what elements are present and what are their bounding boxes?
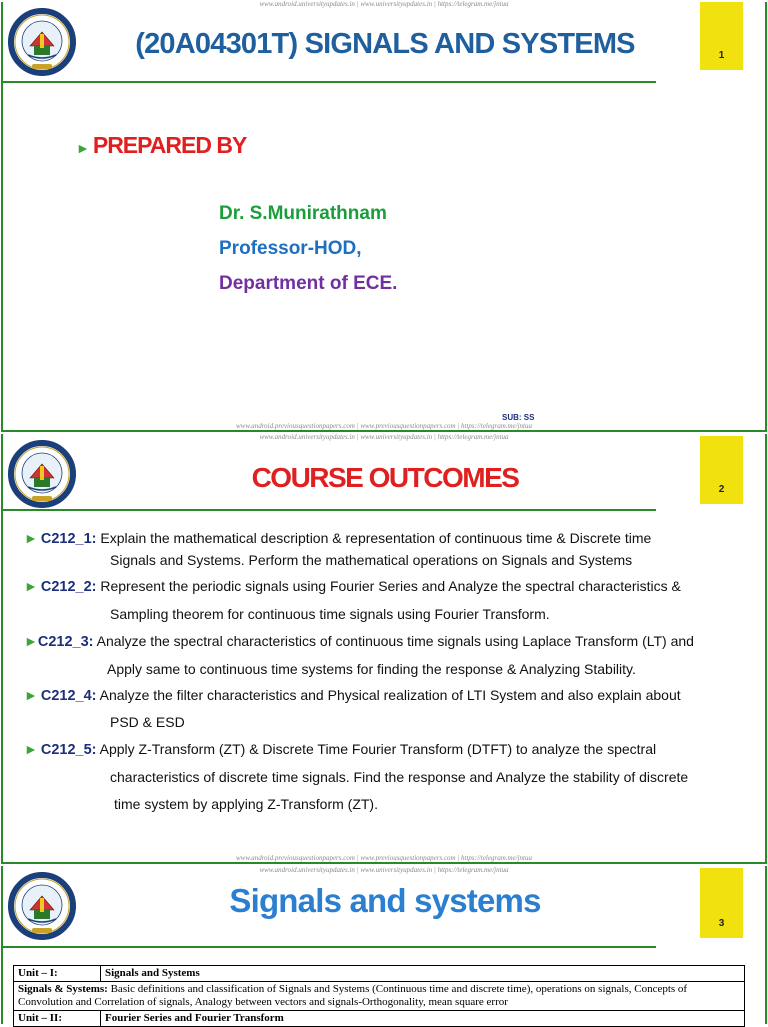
table-cell: Fourier Series and Fourier Transform <box>101 1011 745 1027</box>
subject-code: SUB: SS <box>502 413 535 422</box>
slide-number-box <box>700 868 743 938</box>
outcome-text: Analyze the filter characteristics and Physical realization of LTI System and also explain about <box>99 687 681 703</box>
author-department: Department of ECE. <box>219 273 398 294</box>
outcome-text-continued: characteristics of discrete time signals. Find the response and Analyze the stability of discrete <box>110 769 689 785</box>
slide-number: 2 <box>718 484 725 495</box>
table-cell: Signals and Systems <box>101 966 745 982</box>
outcome-item <box>24 527 651 550</box>
watermark-top: www.android.universityupdates.in | www.universityupdates.in | https://telegram.me/jntua <box>259 433 509 441</box>
prepared-by-label: PREPARED BY <box>92 132 247 158</box>
table-cell <box>14 982 745 1011</box>
outcome-code: C212_1: <box>40 531 97 547</box>
watermark-top: www.android.universityupdates.in | www.universityupdates.in | https://telegram.me/jntua <box>259 0 509 8</box>
title-underline <box>2 509 656 511</box>
bullet-triangle-icon: ► <box>24 687 38 703</box>
bullet-triangle-icon: ► <box>76 140 90 156</box>
slide-number-box <box>700 2 743 70</box>
author-designation: Professor-HOD, <box>219 238 362 259</box>
table-cell: Unit – I: <box>14 966 101 982</box>
bullet-triangle-icon: ► <box>24 741 38 757</box>
bullet-triangle-icon: ► <box>24 578 38 594</box>
syllabus-table <box>13 965 745 1027</box>
slide-number: 3 <box>718 918 725 929</box>
unit-description: Basic definitions and classification of Signals and Systems (Continuous time and discrete time), operations on signals, Concepts of Convolution and Correlation of signals, Analogy between vectors and signals-Orthogonality, mean square error <box>18 983 688 1008</box>
outcome-item <box>24 684 681 707</box>
slide-1 <box>0 0 768 432</box>
outcome-item <box>24 575 681 598</box>
table-row <box>14 966 745 982</box>
outcome-text: Explain the mathematical description & representation of continuous time & Discrete time <box>100 530 652 546</box>
bullet-triangle-icon: ► <box>24 633 38 649</box>
prepared-by-heading <box>76 132 246 159</box>
table-cell: Unit – II: <box>14 1011 101 1027</box>
outcome-text: Analyze the spectral characteristics of continuous time signals using Laplace Transform (LT) and <box>96 633 694 649</box>
slide-2 <box>0 432 768 864</box>
unit-description-label: Signals & Systems: <box>18 983 108 995</box>
outcome-item <box>24 738 656 761</box>
outcome-text-continued: Signals and Systems. Perform the mathematical operations on Signals and Systems <box>110 552 633 568</box>
slide-title: (20A04301T) SIGNALS AND SYSTEMS <box>135 28 635 60</box>
college-seal-icon <box>8 440 76 508</box>
watermark-bottom: www.android.previousquestionpapers.com | www.previousquestionpapers.com | https://telegram.me/jntua <box>235 854 533 862</box>
title-underline <box>2 946 656 948</box>
author-name: Dr. S.Munirathnam <box>219 203 387 224</box>
outcome-code: C212_5: <box>40 742 97 758</box>
college-seal-icon <box>8 872 76 940</box>
table-row <box>14 982 745 1011</box>
outcome-text-continued: Apply same to continuous time systems for finding the response & Analyzing Stability. <box>107 661 636 677</box>
outcome-item <box>24 630 694 653</box>
slide-number-box <box>700 436 743 504</box>
table-row <box>14 1011 745 1027</box>
title-underline <box>2 81 656 83</box>
watermark-top: www.android.universityupdates.in | www.universityupdates.in | https://telegram.me/jntua <box>259 866 509 874</box>
slide-title: COURSE OUTCOMES <box>251 462 519 493</box>
outcome-code: C212_4: <box>40 688 97 704</box>
outcome-text-continued: PSD & ESD <box>110 714 185 730</box>
outcome-text-continued: Sampling theorem for continuous time signals using Fourier Transform. <box>110 606 550 622</box>
outcome-text: Apply Z-Transform (ZT) & Discrete Time Fourier Transform (DTFT) to analyze the spectral <box>99 741 657 757</box>
bullet-triangle-icon: ► <box>24 530 38 546</box>
college-seal-icon <box>8 8 76 76</box>
outcome-code: C212_2: <box>40 579 97 595</box>
watermark-bottom: www.android.previousquestionpapers.com | www.previousquestionpapers.com | https://telegram.me/jntua <box>235 422 533 430</box>
slide-title: Signals and systems <box>229 882 541 919</box>
outcome-text-continued: time system by applying Z-Transform (ZT). <box>114 796 378 812</box>
slide-number: 1 <box>718 50 725 61</box>
outcome-text: Represent the periodic signals using Fourier Series and Analyze the spectral characteristics & <box>100 578 681 594</box>
outcome-code: C212_3: <box>37 634 94 650</box>
